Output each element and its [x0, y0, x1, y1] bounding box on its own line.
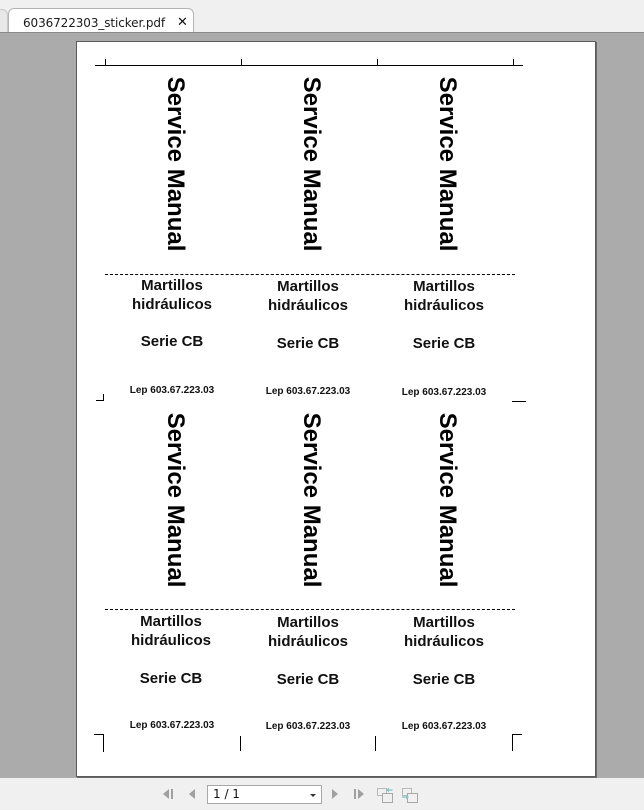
page-number-select[interactable] [207, 785, 322, 804]
sticker-lep-number: Lep 603.67.223.03 [265, 721, 351, 732]
crop-mark [512, 401, 526, 402]
previous-tab-edge[interactable] [0, 9, 8, 32]
sticker-series: Serie CB [276, 671, 340, 688]
sticker-series: Serie CB [139, 670, 203, 687]
last-page-icon [352, 787, 366, 801]
sticker-title: Martillos hidráulicos [267, 278, 349, 314]
crop-mark-top [95, 65, 523, 66]
spine-text: Service Manual [298, 412, 325, 588]
next-page-icon [328, 787, 342, 801]
page-navigation-bar [0, 778, 644, 810]
crop-mark [103, 734, 104, 752]
rotate-back-icon [376, 786, 394, 804]
last-page-button[interactable] [351, 786, 367, 802]
rotate-back-button[interactable] [376, 786, 394, 804]
pdf-page [76, 41, 596, 777]
sticker-title: Martillos hidráulicos [131, 277, 213, 313]
tab-document[interactable] [8, 8, 194, 33]
spine-text: Service Manual [162, 412, 189, 588]
crop-tick [377, 59, 378, 65]
spine-text: Service Manual [434, 76, 461, 252]
sticker-title: Martillos hidráulicos [130, 613, 212, 649]
fold-line [105, 274, 515, 275]
crop-mark [512, 734, 522, 735]
close-icon[interactable]: ✕ [177, 15, 188, 30]
crop-mark [375, 736, 376, 751]
crop-tick [241, 59, 242, 65]
spine-text: Service Manual [162, 76, 189, 252]
spine-text: Service Manual [434, 412, 461, 588]
first-page-button[interactable] [160, 786, 176, 802]
sticker-series: Serie CB [412, 671, 476, 688]
sticker-title: Martillos hidráulicos [267, 614, 349, 650]
rotate-forward-icon [401, 786, 419, 804]
page-indicator: 1 / 1 [213, 787, 240, 801]
crop-tick [105, 59, 106, 65]
tab-label: 6036722303_sticker.pdf [23, 16, 166, 30]
sticker-lep-number: Lep 603.67.223.03 [129, 385, 215, 396]
crop-mark [512, 734, 513, 751]
fold-line [105, 609, 515, 610]
sticker-title: Martillos hidráulicos [403, 278, 485, 314]
rotate-forward-button[interactable] [401, 786, 419, 804]
next-page-button[interactable] [327, 786, 343, 802]
sticker-series: Serie CB [412, 335, 476, 352]
tab-bar [0, 0, 644, 32]
document-viewer[interactable] [0, 32, 644, 778]
chevron-down-icon [310, 794, 316, 797]
sticker-title: Martillos hidráulicos [403, 614, 485, 650]
sticker-lep-number: Lep 603.67.223.03 [129, 720, 215, 731]
sticker-series: Serie CB [276, 335, 340, 352]
sticker-lep-number: Lep 603.67.223.03 [265, 386, 351, 397]
crop-mark [240, 736, 241, 751]
sticker-lep-number: Lep 603.67.223.03 [401, 387, 487, 398]
crop-mark [103, 394, 104, 401]
spine-text: Service Manual [298, 76, 325, 252]
previous-page-icon [185, 787, 199, 801]
previous-page-button[interactable] [184, 786, 200, 802]
crop-tick [513, 59, 514, 65]
sticker-lep-number: Lep 603.67.223.03 [401, 721, 487, 732]
first-page-icon [161, 787, 175, 801]
sticker-series: Serie CB [140, 333, 204, 350]
